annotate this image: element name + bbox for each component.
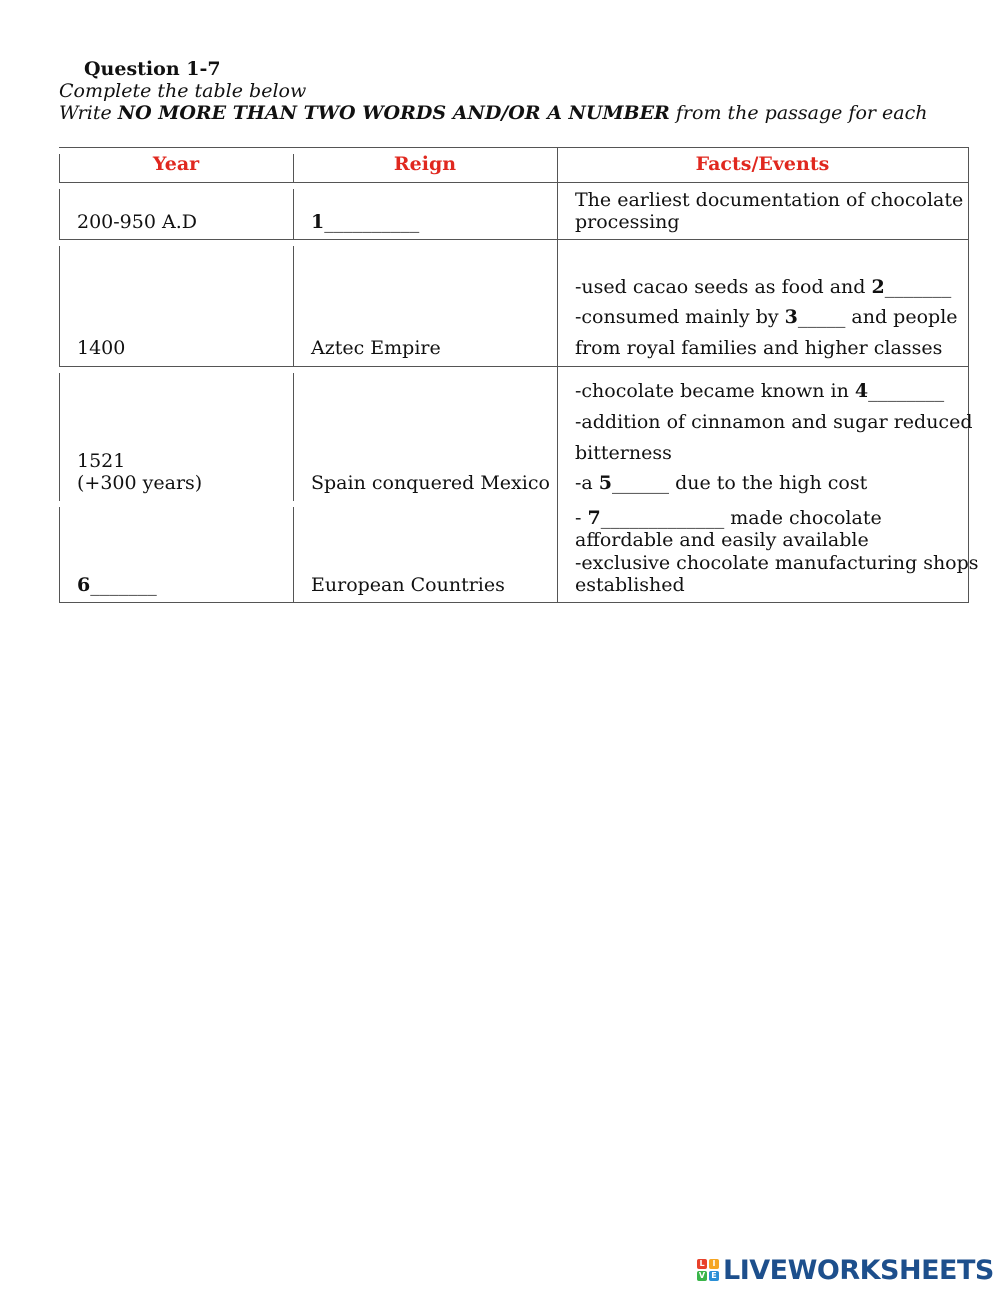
row4-year-gap[interactable] [77,574,157,596]
row3-year-line1: 1521 [77,450,126,472]
gap-blank: ________ [868,380,945,402]
row3-fact-line4 [575,472,867,494]
gap-blank: _____________ [600,507,725,529]
table-line [293,246,294,367]
table-line [557,147,558,603]
question-instruction [59,102,927,124]
liveworksheets-logo [697,1253,994,1287]
logo-letter: I [709,1259,719,1269]
logo-letter: L [697,1259,707,1269]
gap-number: 1 [311,211,325,233]
gap-blank: _____ [797,306,846,328]
row2-year: 1400 [77,337,126,359]
row4-fact-line3: -exclusive chocolate manufacturing shops [575,552,979,574]
row2-fact-line3: from royal families and higher classes [575,337,943,359]
row3-fact-line1 [575,380,944,402]
table-line [59,246,60,367]
gap-blank: _______ [884,276,952,298]
question-subtitle: Complete the table below [59,80,307,102]
question-title: Question 1-7 [84,58,221,80]
logo-text: LIVEWORKSHEETS [723,1254,994,1286]
row3-year-line2: (+300 years) [77,472,203,494]
row2-fact-line2 [575,306,958,328]
table-line [59,189,60,240]
gap-blank: _______ [90,574,157,596]
table-line [59,602,969,603]
fact-text: -a [575,472,599,494]
row1-reign-gap[interactable] [311,211,419,233]
gap-2[interactable] [871,276,951,298]
fact-text: and people [845,306,958,328]
table-line [59,366,969,367]
gap-blank: ______ [612,472,670,494]
gap-4[interactable] [855,380,944,402]
table-line [293,507,294,603]
logo-letter: E [709,1271,719,1281]
gap-number: 4 [854,380,869,402]
row4-fact-line4: established [575,574,685,596]
row4-fact-line1 [575,507,882,529]
logo-letter: V [698,1271,706,1280]
row1-year: 200-950 A.D [77,211,197,233]
gap-number: 3 [784,306,798,328]
row1-fact-line1: The earliest documentation of chocolate [575,189,964,211]
logo-mark-icon [697,1259,719,1281]
instruction-pre: Write [59,102,118,124]
gap-number: 6 [77,574,91,596]
table-line [59,182,969,183]
fact-text: made chocolate [724,507,882,529]
instruction-post: from the passage for each [669,102,928,124]
fact-text: due to the high cost [669,472,868,494]
row3-fact-line3: bitterness [575,442,672,464]
table-line [59,147,969,148]
gap-7[interactable] [587,507,724,529]
row2-fact-line1 [575,276,951,298]
table-line [59,507,60,603]
row4-fact-line2: affordable and easily available [575,529,869,551]
fact-text: -consumed mainly by [575,306,785,328]
row3-fact-line2: -addition of cinnamon and sugar reduced [575,411,973,433]
instruction-bold: NO MORE THAN TWO WORDS AND/OR A NUMBER [117,102,670,124]
table-line [968,147,969,603]
header-year: Year [152,153,200,175]
row4-reign: European Countries [311,574,505,596]
table-line [293,373,294,501]
fact-text: - [575,507,588,529]
gap-5[interactable] [599,472,669,494]
fact-text: -chocolate became known in [575,380,855,402]
table-line [59,239,969,240]
row2-reign: Aztec Empire [311,337,441,359]
gap-blank: __________ [324,211,420,233]
table-line [59,373,60,501]
header-reign: Reign [393,153,457,175]
gap-3[interactable] [785,306,846,328]
gap-number: 2 [871,276,885,298]
gap-number: 7 [587,507,601,529]
fact-text: -used cacao seeds as food and [575,276,872,298]
table-line [293,189,294,240]
header-facts: Facts/Events [695,153,830,175]
row3-reign: Spain conquered Mexico [311,472,550,494]
gap-number: 5 [598,472,613,494]
row1-fact-line2: processing [575,211,680,233]
